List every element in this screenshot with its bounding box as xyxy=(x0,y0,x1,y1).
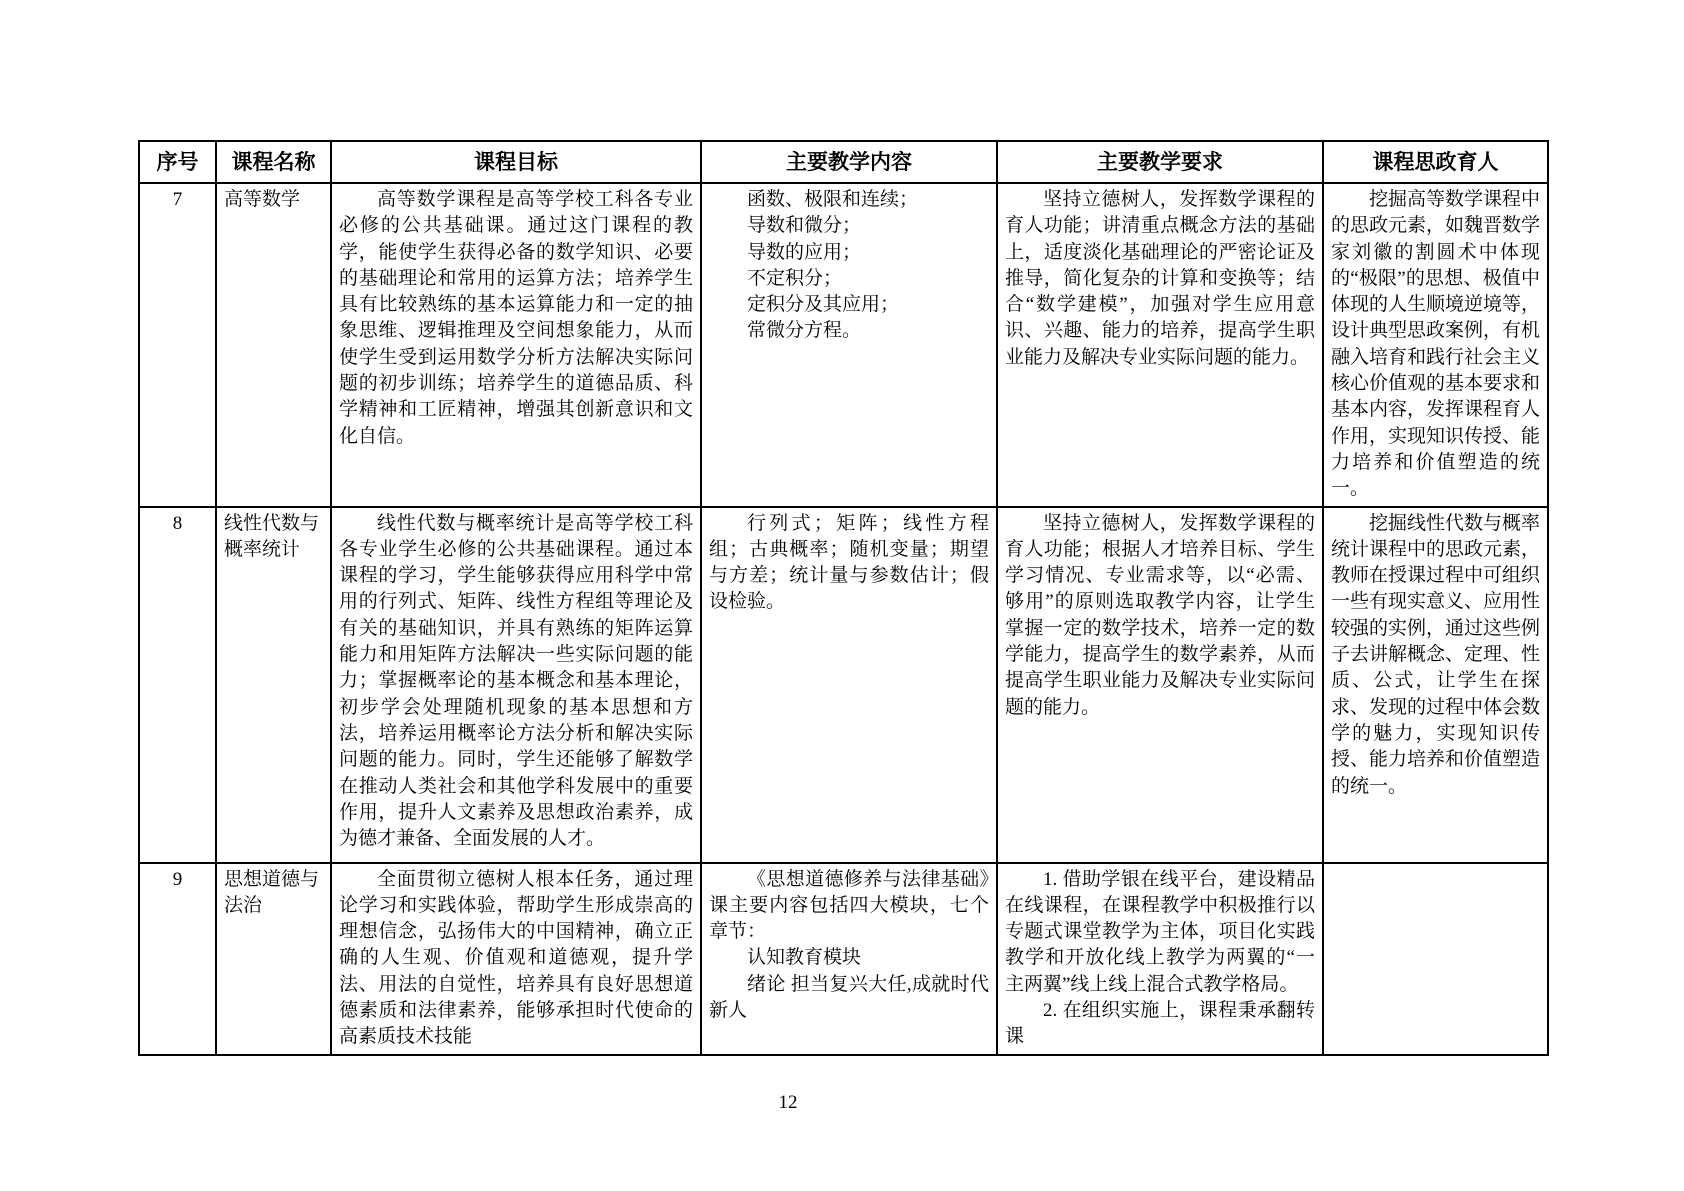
ideology-education-cell xyxy=(1323,507,1548,863)
col-header-course-name: 课程名称 xyxy=(216,141,331,183)
teaching-content-cell xyxy=(701,507,997,863)
paragraph: 函数、极限和连续； xyxy=(747,189,919,210)
teaching-requirements-cell xyxy=(997,507,1323,863)
table-row-course-8 xyxy=(139,507,1548,863)
paragraph: 1. 借助学银在线平台，建设精品在线课程，在课程教学中积极推行以专题式课堂教学为主体，项目化实践教学和开放化线上教学为两翼的“一主两翼”线上线上混合式教学格局。 xyxy=(1005,868,1315,995)
paragraph: 认知教育模块 xyxy=(747,947,862,969)
col-header-serial-no: 序号 xyxy=(139,141,216,183)
course-objective-cell xyxy=(331,507,701,863)
ideology-education-cell xyxy=(1323,863,1548,1055)
course-objective-cell xyxy=(331,863,701,1055)
course-plan-table xyxy=(138,140,1549,1056)
serial-no: 8 xyxy=(139,507,216,863)
teaching-content-cell xyxy=(701,863,997,1055)
paragraph: 坚持立德树人，发挥数学课程的育人功能；根据人才培养目标、学生学习情况、专业需求等，以“必需、够用”的原则选取教学内容，让学生掌握一定的数学技术，培养一定的数学能力，提高学生的数学素养，从而提高学生职业能力及解决专业实际问题的能力。 xyxy=(1005,512,1315,718)
serial-no: 7 xyxy=(139,183,216,507)
col-header-teaching-requirements: 主要教学要求 xyxy=(997,141,1323,183)
course-name: 线性代数与概率统计 xyxy=(216,507,331,863)
paragraph: 常微分方程。 xyxy=(747,320,862,342)
paragraph: 挖掘高等数学课程中的思政元素，如魏晋数学家刘徽的割圆术中体现的“极限”的思想、极值中体现的人生顺境逆境等，设计典型思政案例，有机融入培育和践行社会主义核心价值观的基本要求和基本内容，发挥课程育人作用，实现知识传授、能力培养和价值塑造的统一。 xyxy=(1331,189,1541,500)
course-objective-cell xyxy=(331,183,701,507)
paragraph: 行列式；矩阵；线性方程组；古典概率；随机变量；期望与方差；统计量与参数估计；假设检验。 xyxy=(709,512,989,613)
paragraph: 绪论 担当复兴大任,成就时代新人 xyxy=(709,973,989,1022)
page-number: 12 xyxy=(778,1092,798,1113)
paragraph: 挖掘线性代数与概率统计课程中的思政元素，教师在授课过程中可组织一些有现实意义、应用性较强的实例，通过这些例子去讲解概念、定理、性质、公式，让学生在探求、发现的过程中体会数学的魅力，实现知识传授、能力培养和价值塑造的统一。 xyxy=(1331,512,1541,797)
col-header-course-objective: 课程目标 xyxy=(331,141,701,183)
ideology-education-cell xyxy=(1323,183,1548,507)
paragraph: 2. 在组织实施上，课程秉承翻转课 xyxy=(1005,1000,1315,1048)
col-header-ideology-education: 课程思政育人 xyxy=(1323,141,1548,183)
table-row-course-7 xyxy=(139,183,1548,507)
course-name: 思想道德与法治 xyxy=(216,863,331,1055)
paragraph: 定积分及其应用； xyxy=(747,294,900,316)
paragraph: 《思想道德修养与法律基础》课主要内容包括四大模块，七个章节： xyxy=(709,868,989,943)
paragraph: 导数的应用； xyxy=(747,241,862,263)
paragraph: 坚持立德树人，发挥数学课程的育人功能；讲清重点概念方法的基础上，适度淡化基础理论的严密论证及推导，简化复杂的计算和变换等；结合“数学建模”，加强对学生应用意识、兴趣、能力的培养，提高学生职业能力及解决专业实际问题的能力。 xyxy=(1005,189,1315,368)
teaching-requirements-cell xyxy=(997,183,1323,507)
paragraph: 线性代数与概率统计是高等学校工科各专业学生必修的公共基础课程。通过本课程的学习，学生能够获得应用科学中常用的行列式、矩阵、线性方程组等理论及有关的基础知识，并具有熟练的矩阵运算能力和用矩阵方法解决一些实际问题的能力；掌握概率论的基本概念和基本理论，初步学会处理随机现象的基本思想和方法，培养运用概率论方法分析和解决实际问题的能力。同时，学生还能够了解数学在推动人类社会和其他学科发展中的重要作用，提升人文素养及思想政治素养，成为德才兼备、全面发展的人才。 xyxy=(339,512,693,850)
paragraph: 高等数学课程是高等学校工科各专业必修的公共基础课。通过这门课程的教学，能使学生获得必备的数学知识、必要的基础理论和常用的运算方法；培养学生具有比较熟练的基本运算能力和一定的抽象思维、逻辑推理及空间想象能力，从而使学生受到运用数学分析方法解决实际问题的初步训练；培养学生的道德品质、科学精神和工匠精神，增强其创新意识和文化自信。 xyxy=(339,189,693,447)
serial-no: 9 xyxy=(139,863,216,1055)
table-row-course-9 xyxy=(139,863,1548,1055)
teaching-requirements-cell xyxy=(997,863,1323,1055)
course-name: 高等数学 xyxy=(216,183,331,507)
header-row xyxy=(139,141,1548,183)
paragraph: 不定积分； xyxy=(747,267,843,289)
paragraph: 全面贯彻立德树人根本任务，通过理论学习和实践体验，帮助学生形成崇高的理想信念，弘扬伟大的中国精神，确立正确的人生观、价值观和道德观，提升学法、用法的自觉性，培养具有良好思想道德素质和法律素养，能够承担时代使命的高素质技术技能 xyxy=(339,868,693,1048)
paragraph: 导数和微分； xyxy=(747,215,862,237)
col-header-teaching-content: 主要教学内容 xyxy=(701,141,997,183)
teaching-content-cell xyxy=(701,183,997,507)
